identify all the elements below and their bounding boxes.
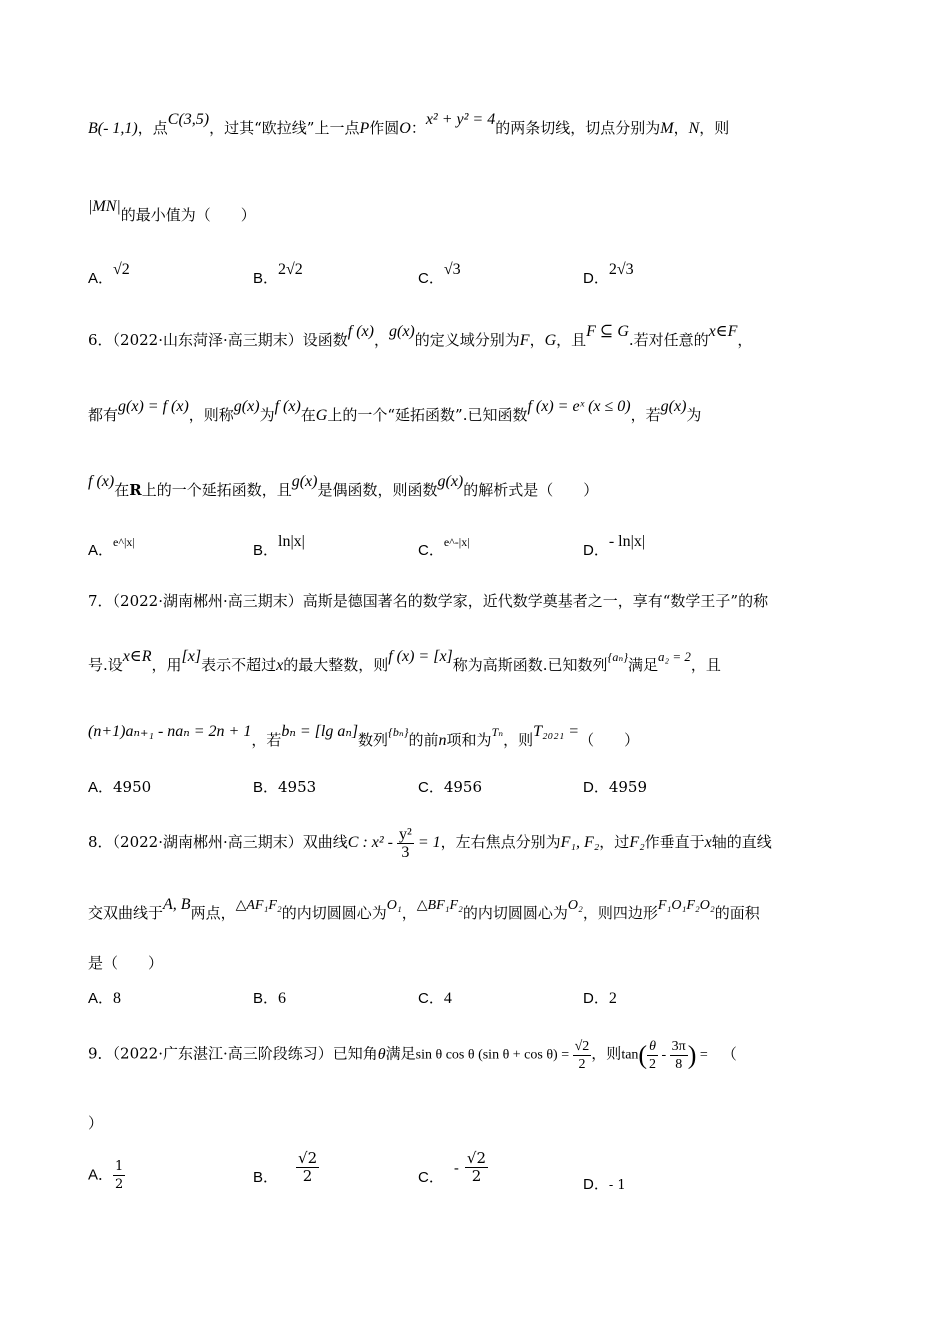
q6-option-d[interactable]: D．- ln|x| [583, 533, 646, 559]
q9-option-d[interactable]: D．- 1 [583, 1176, 626, 1193]
condition-equation: sin θ cos θ (sin θ + cos θ) = $\frac{√2}{2}$ [415, 1039, 590, 1072]
q6-line3: f (x)在R上的一个延拓函数，且g(x)是偶函数，则函数g(x)的解析式是（ ） [88, 473, 599, 499]
q5-option-c[interactable]: C．√3 [418, 261, 461, 287]
question-number: 7． [88, 592, 113, 610]
q8-line1: 8．（2022·湖南郴州·高三期末）双曲线C : x² - $\frac{\text{y²}}{3}$ = 1，左右焦点分别为F₁, F₂，过F₂作垂直于x轴的直线 [88, 826, 772, 861]
q5-option-d[interactable]: D．2√3 [583, 261, 634, 287]
question-number: 8． [88, 833, 113, 852]
q8-line2: 交双曲线于A, B两点，△AF₁F₂的内切圆圆心为O₁，△BF₁F₂的内切圆圆心为O₂，则四边形F₁O₁F₂O₂的面积 [88, 896, 760, 922]
question-source: （2022·广东湛江·高三阶段练习） [112, 1044, 333, 1063]
q9-line2: ） [88, 1114, 104, 1132]
question-number: 6． [88, 331, 113, 349]
question-source: （2022·湖南郴州·高三期末） [112, 592, 303, 610]
q9-option-a[interactable]: A． $\frac{1}{2}$ [88, 1159, 124, 1192]
question-source: （2022·山东菏泽·高三期末） [112, 331, 303, 349]
q5-line1: B(- 1,1)，点C(3,5)，过其“欧拉线”上一点P作圆O：x² + y² = 4的两条切线，切点分别为M，N，则 [88, 111, 730, 137]
q5-line2: |MN|的最小值为（ ） [88, 198, 256, 224]
question-source: （2022·湖南郴州·高三期末） [112, 833, 303, 852]
q8-option-a[interactable]: A．8 [88, 990, 122, 1007]
q8-option-d[interactable]: D．2 [583, 990, 617, 1007]
tan-expression: tan( $\frac{\theta}{2}$ - $\frac{3\pi}{8}$ ) = [621, 1039, 708, 1072]
q7-line3: (n+1)aₙ₊₁ - naₙ = 2n + 1，若bₙ = [lg aₙ]数列{bₙ}的前n项和为Tₙ，则T₂₀₂₁ =（ ） [88, 723, 640, 749]
q5-option-b[interactable]: B．2√2 [253, 261, 303, 287]
q8-option-b[interactable]: B．6 [253, 990, 287, 1007]
mn-length: |MN| [88, 198, 121, 215]
q9-option-c[interactable]: C．- $\frac{√2}{2}$ [418, 1149, 487, 1186]
point-b: B(- 1,1) [88, 120, 138, 137]
question-number: 9． [88, 1044, 113, 1063]
q7-option-c[interactable]: C．4956 [418, 778, 483, 796]
q8-option-c[interactable]: C．4 [418, 990, 452, 1007]
q6-option-b[interactable]: B．ln|x| [253, 533, 305, 559]
q9-option-b[interactable]: B． $\frac{√2}{2}$ [253, 1149, 318, 1186]
q9-line1: 9．（2022·广东湛江·高三阶段练习）已知角θ满足sin θ cos θ (sin θ + cos θ) = $\frac{√2}{2}$ ，则tan( $\frac{\theta}{2}$ - $\frac{3\pi}{8}$ ) = （ [88, 1039, 737, 1072]
hyperbola-equation: C : x² - $\frac{\text{y²}}{3}$ = 1 [347, 826, 441, 861]
q7-line1: 7．（2022·湖南郴州·高三期末）高斯是德国著名的数学家，近代数学奠基者之一，享有“数学王子”的称 [88, 592, 769, 610]
q7-option-a[interactable]: A．4950 [88, 778, 152, 796]
q6-line2: 都有g(x) = f (x)，则称g(x)为f (x)在G上的一个“延拓函数”.已知函数f (x) = eˣ (x ≤ 0)，若g(x)为 [88, 398, 702, 424]
q6-line1: 6．（2022·山东菏泽·高三期末）设函数f (x)，g(x)的定义域分别为F，G，且F ⊆ G.若对任意的x∈F， [88, 323, 753, 349]
q7-option-b[interactable]: B．4953 [253, 778, 317, 796]
q7-option-d[interactable]: D．4959 [583, 778, 648, 796]
q6-option-a[interactable]: A．e^|x| [88, 535, 135, 559]
q7-line2: 号.设x∈R，用[x]表示不超过x的最大整数，则f (x) = [x]称为高斯函数.已知数列{aₙ}满足a₂ = 2，且 [88, 648, 721, 674]
q5-option-a[interactable]: A．√2 [88, 261, 130, 287]
point-c: C(3,5) [167, 111, 210, 128]
circle-equation: x² + y² = 4 [425, 111, 496, 128]
q8-line3: 是（ ） [88, 954, 164, 972]
q6-option-c[interactable]: C．e^-|x| [418, 535, 470, 559]
